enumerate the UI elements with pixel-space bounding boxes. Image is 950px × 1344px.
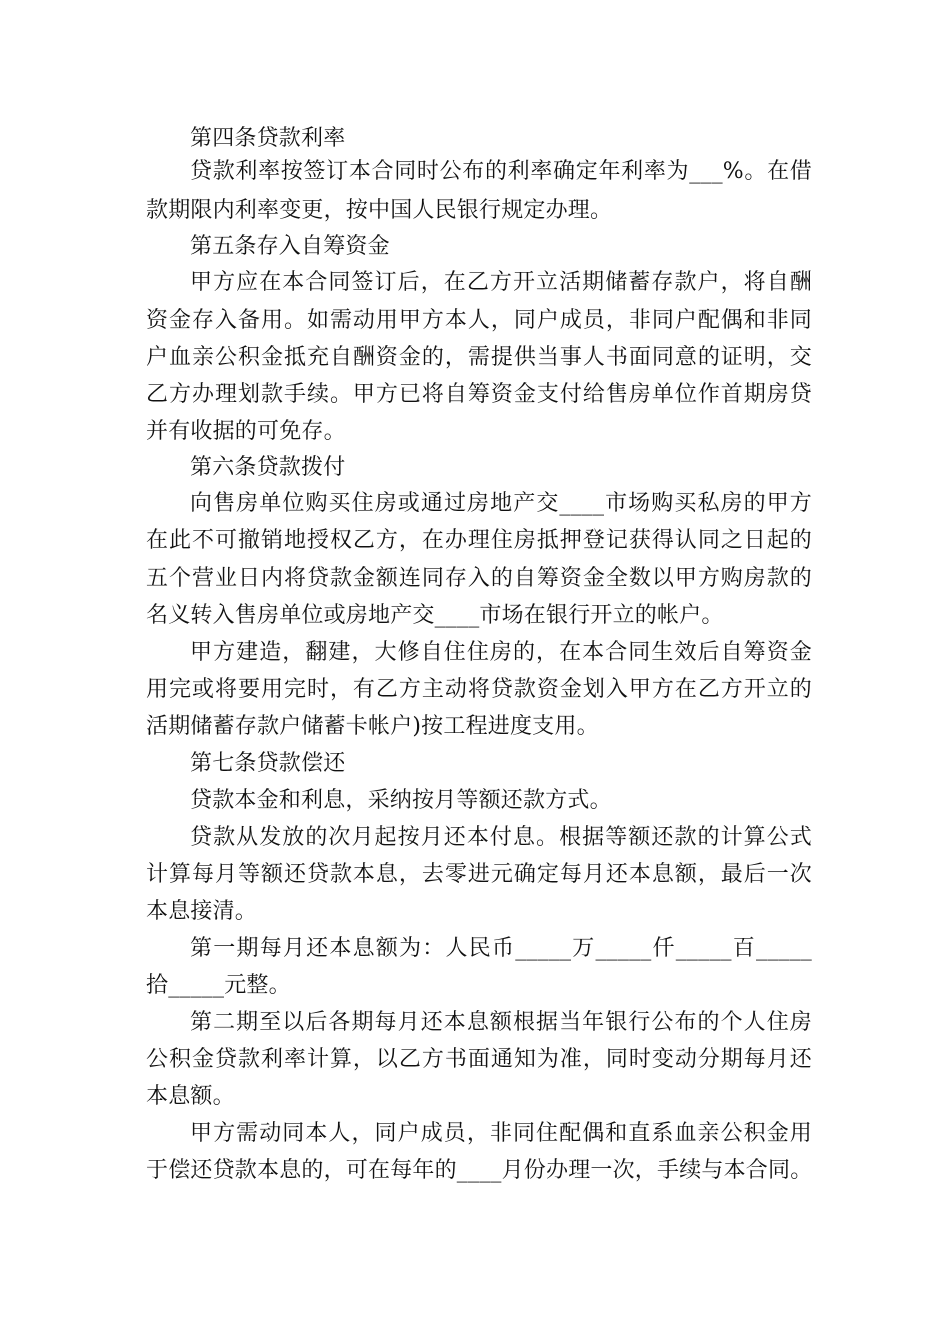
paragraph-line: 甲方应在本合同签订后，在乙方开立活期储蓄存款户，将自酬 — [190, 270, 812, 295]
article-6-heading: 第六条贷款拨付 — [190, 455, 346, 480]
paragraph-line: 活期储蓄存款户储蓄卡帐户)按工程进度支用。 — [146, 714, 599, 739]
paragraph-line: 乙方办理划款手续。甲方已将自筹资金支付给售房单位作首期房贷 — [146, 382, 812, 407]
paragraph-line: 向售房单位购买住房或通过房地产交____市场购买私房的甲方 — [190, 491, 812, 516]
paragraph-line: 款期限内利率变更，按中国人民银行规定办理。 — [146, 198, 613, 223]
paragraph-line: 计算每月等额还贷款本息，去零进元确定每月还本息额，最后一次 — [146, 862, 812, 887]
paragraph-line: 甲方建造，翻建，大修自住住房的，在本合同生效后自筹资金 — [190, 640, 812, 665]
paragraph-line: 五个营业日内将贷款金额连同存入的自筹资金全数以甲方购房款的 — [146, 566, 812, 591]
paragraph-line: 贷款本金和利息，采纳按月等额还款方式。 — [190, 788, 612, 813]
paragraph-line: 拾_____元整。 — [146, 973, 291, 998]
paragraph-line: 公积金贷款利率计算，以乙方书面通知为准，同时变动分期每月还 — [146, 1047, 812, 1072]
article-5-heading: 第五条存入自筹资金 — [190, 234, 390, 259]
paragraph-line: 本息接清。 — [146, 899, 258, 924]
paragraph-line: 在此不可撤销地授权乙方，在办理住房抵押登记获得认同之日起的 — [146, 528, 812, 553]
paragraph-line: 贷款利率按签订本合同时公布的利率确定年利率为___%。在借 — [190, 159, 812, 184]
article-4-heading: 第四条贷款利率 — [190, 126, 346, 151]
paragraph-line: 户血亲公积金抵充自酬资金的，需提供当事人书面同意的证明，交 — [146, 345, 812, 370]
paragraph-line: 用完或将要用完时，有乙方主动将贷款资金划入甲方在乙方开立的 — [146, 677, 812, 702]
paragraph-line: 第一期每月还本息额为：人民币_____万_____仟_____百_____ — [190, 936, 812, 961]
paragraph-line: 并有收据的可免存。 — [146, 419, 346, 444]
article-7-heading: 第七条贷款偿还 — [190, 751, 346, 776]
paragraph-line: 甲方需动同本人，同户成员，非同住配偶和直系血亲公积金用 — [190, 1121, 812, 1146]
paragraph-line: 名义转入售房单位或房地产交____市场在银行开立的帐户。 — [146, 603, 724, 628]
paragraph-line: 资金存入备用。如需动用甲方本人，同户成员，非同户配偶和非同 — [146, 308, 812, 333]
paragraph-line: 第二期至以后各期每月还本息额根据当年银行公布的个人住房 — [190, 1010, 812, 1035]
paragraph-line: 于偿还贷款本息的，可在每年的____月份办理一次，手续与本合同。 — [146, 1158, 813, 1183]
paragraph-line: 贷款从发放的次月起按月还本付息。根据等额还款的计算公式 — [190, 825, 812, 850]
paragraph-line: 本息额。 — [146, 1084, 235, 1109]
